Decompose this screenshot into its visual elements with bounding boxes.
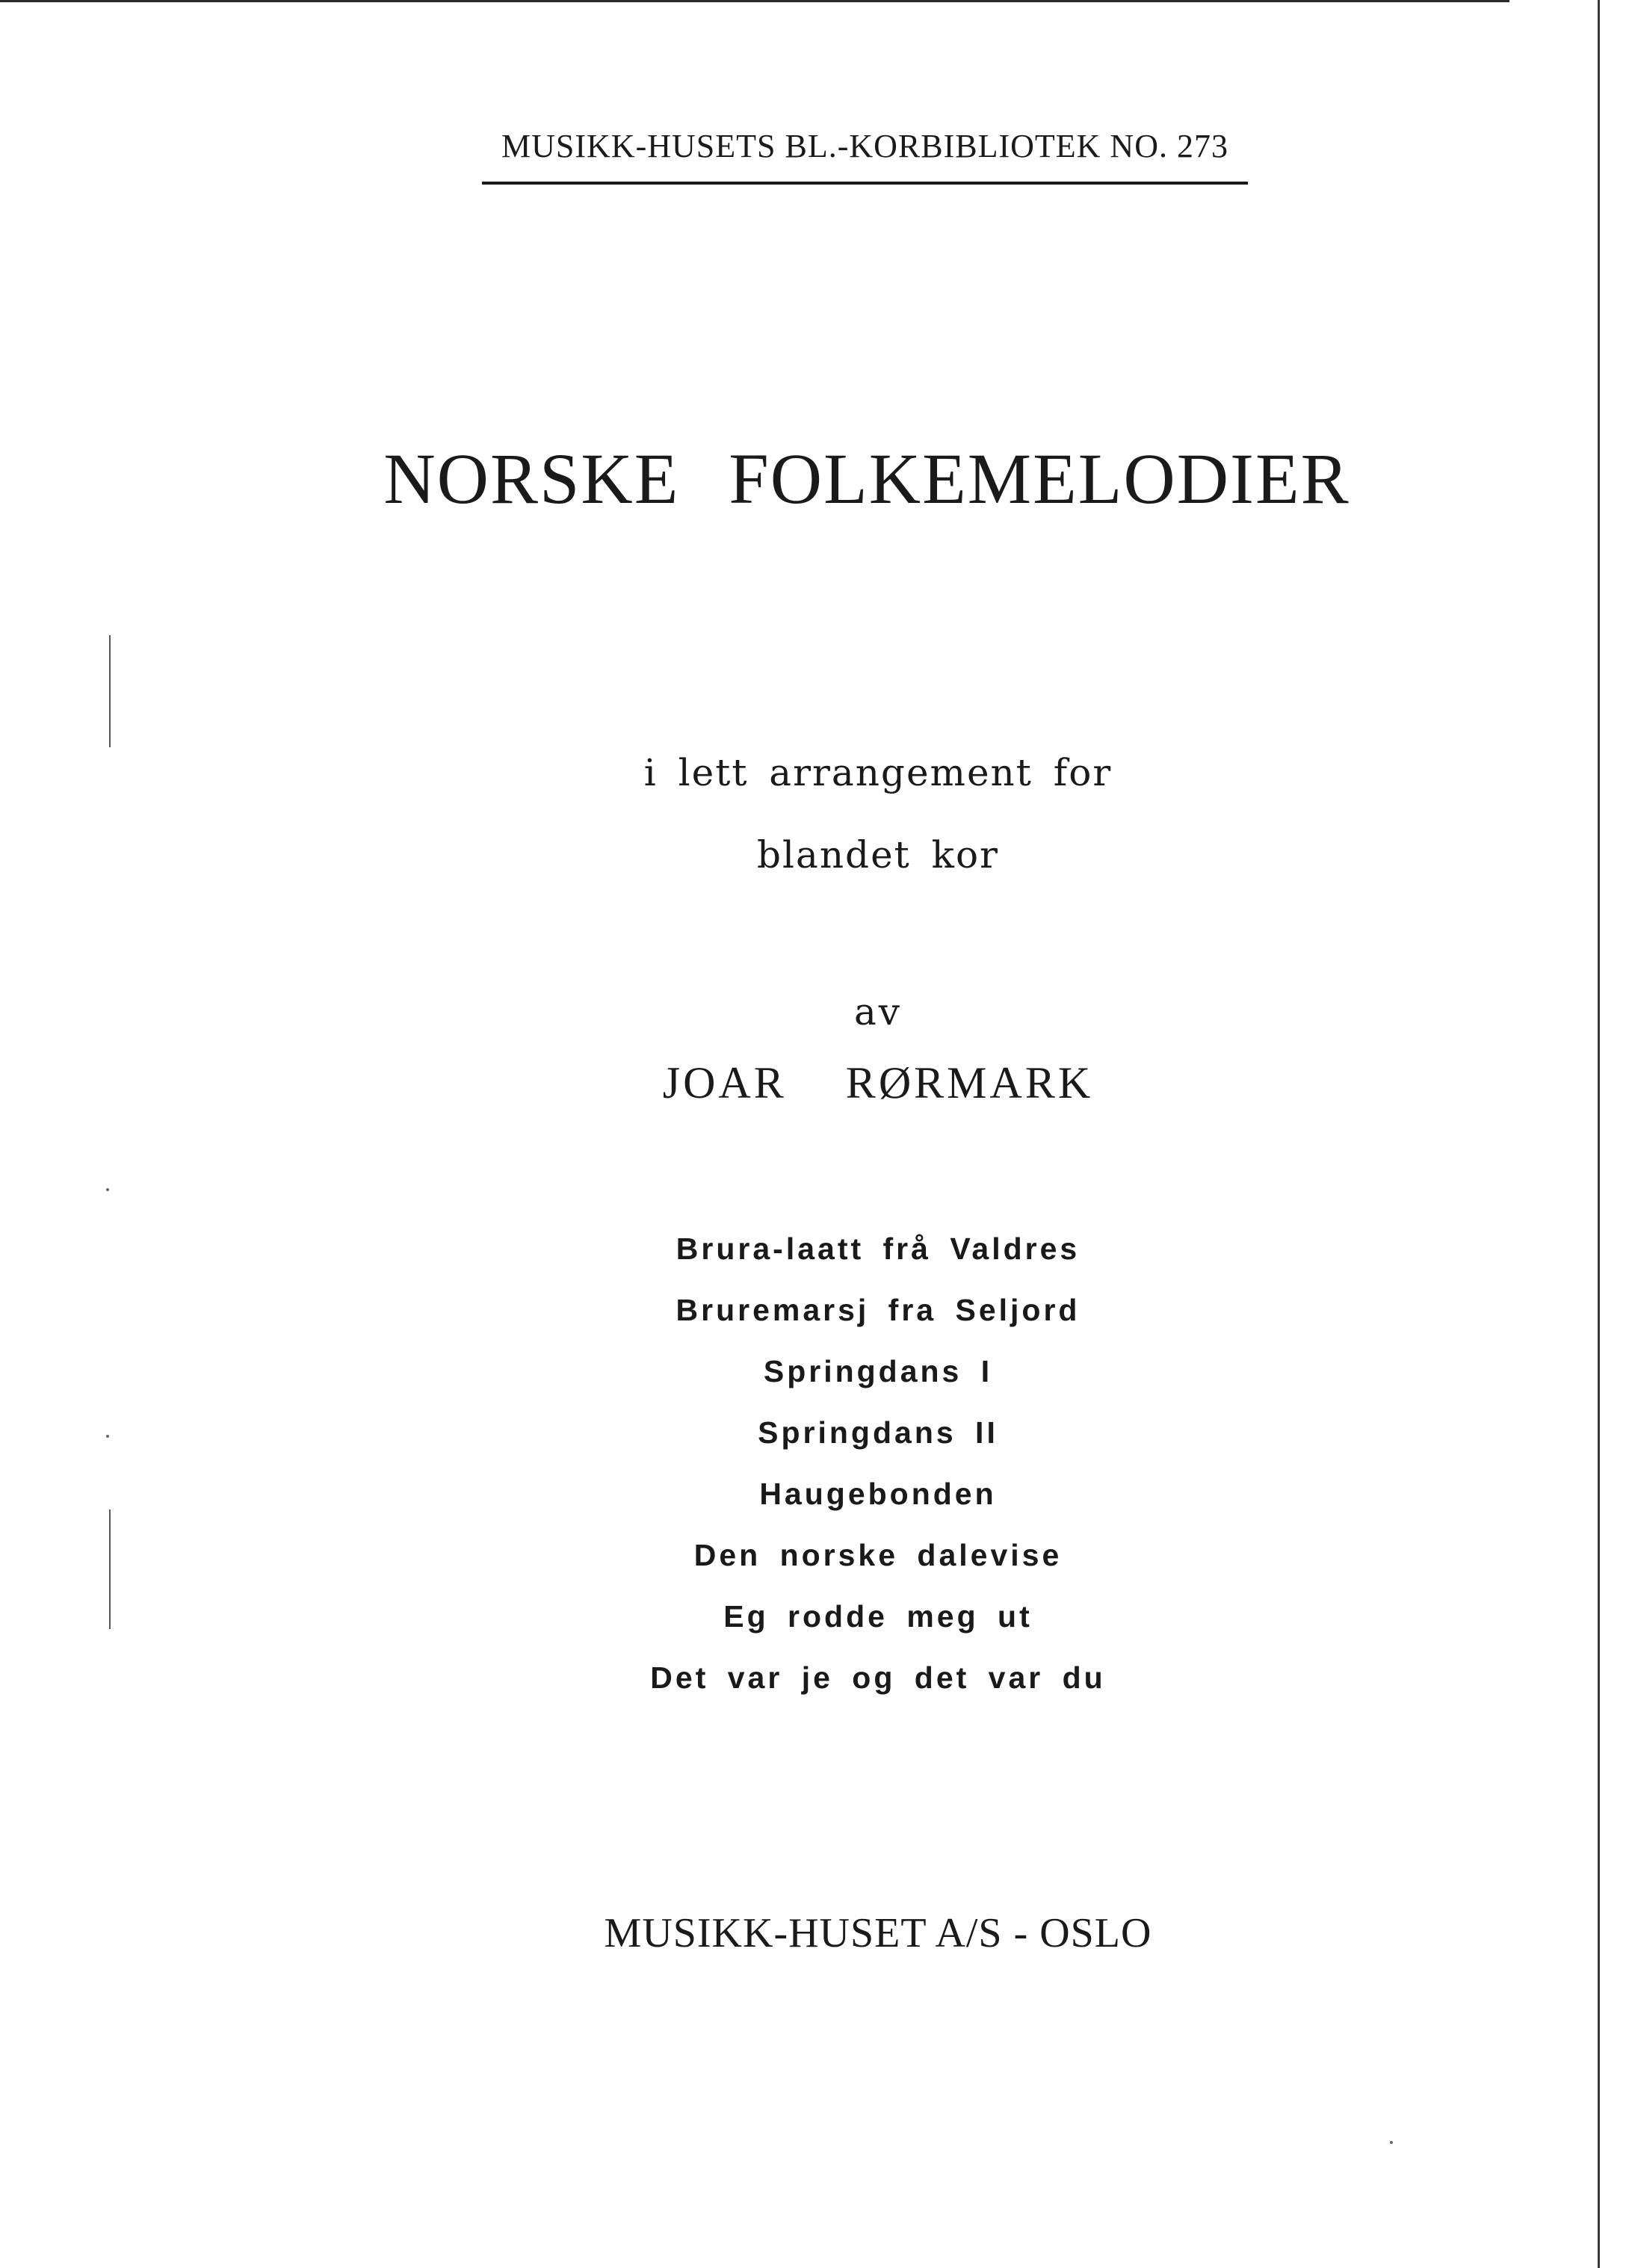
series-heading: MUSIKK-HUSETS BL.-KORBIBLIOTEK NO. 273	[501, 128, 1228, 164]
subtitle-line-1: i lett arrangement for	[643, 751, 1113, 794]
series-rule	[482, 182, 1248, 185]
scan-speck	[106, 1435, 109, 1438]
scan-speck	[106, 1188, 109, 1191]
scan-edge-right	[1598, 0, 1600, 2268]
song-item: Den norske dalevise	[693, 1538, 1063, 1572]
page-title: NORSKE FOLKEMELODIER	[383, 439, 1350, 519]
song-list	[523, 1228, 1233, 1718]
scan-speck	[1390, 2141, 1393, 2144]
song-item: Eg rodde meg ut	[723, 1599, 1033, 1634]
song-item: Haugebonden	[759, 1477, 997, 1511]
song-item: Springdans II	[758, 1415, 998, 1450]
song-item: Springdans I	[763, 1354, 993, 1388]
song-item: Det var je og det var du	[650, 1660, 1106, 1695]
composer-name: JOAR RØRMARK	[662, 1058, 1094, 1107]
margin-mark	[109, 1510, 111, 1629]
margin-mark	[109, 635, 111, 747]
song-item: Bruremarsj fra Seljord	[676, 1293, 1081, 1327]
publisher-imprint: MUSIKK-HUSET A/S - OSLO	[604, 1910, 1152, 1956]
subtitle-line-2: blandet kor	[757, 833, 999, 877]
song-item: Brura-laatt frå Valdres	[676, 1232, 1081, 1266]
byline: av	[853, 990, 903, 1033]
scan-edge-top	[0, 0, 1509, 2]
